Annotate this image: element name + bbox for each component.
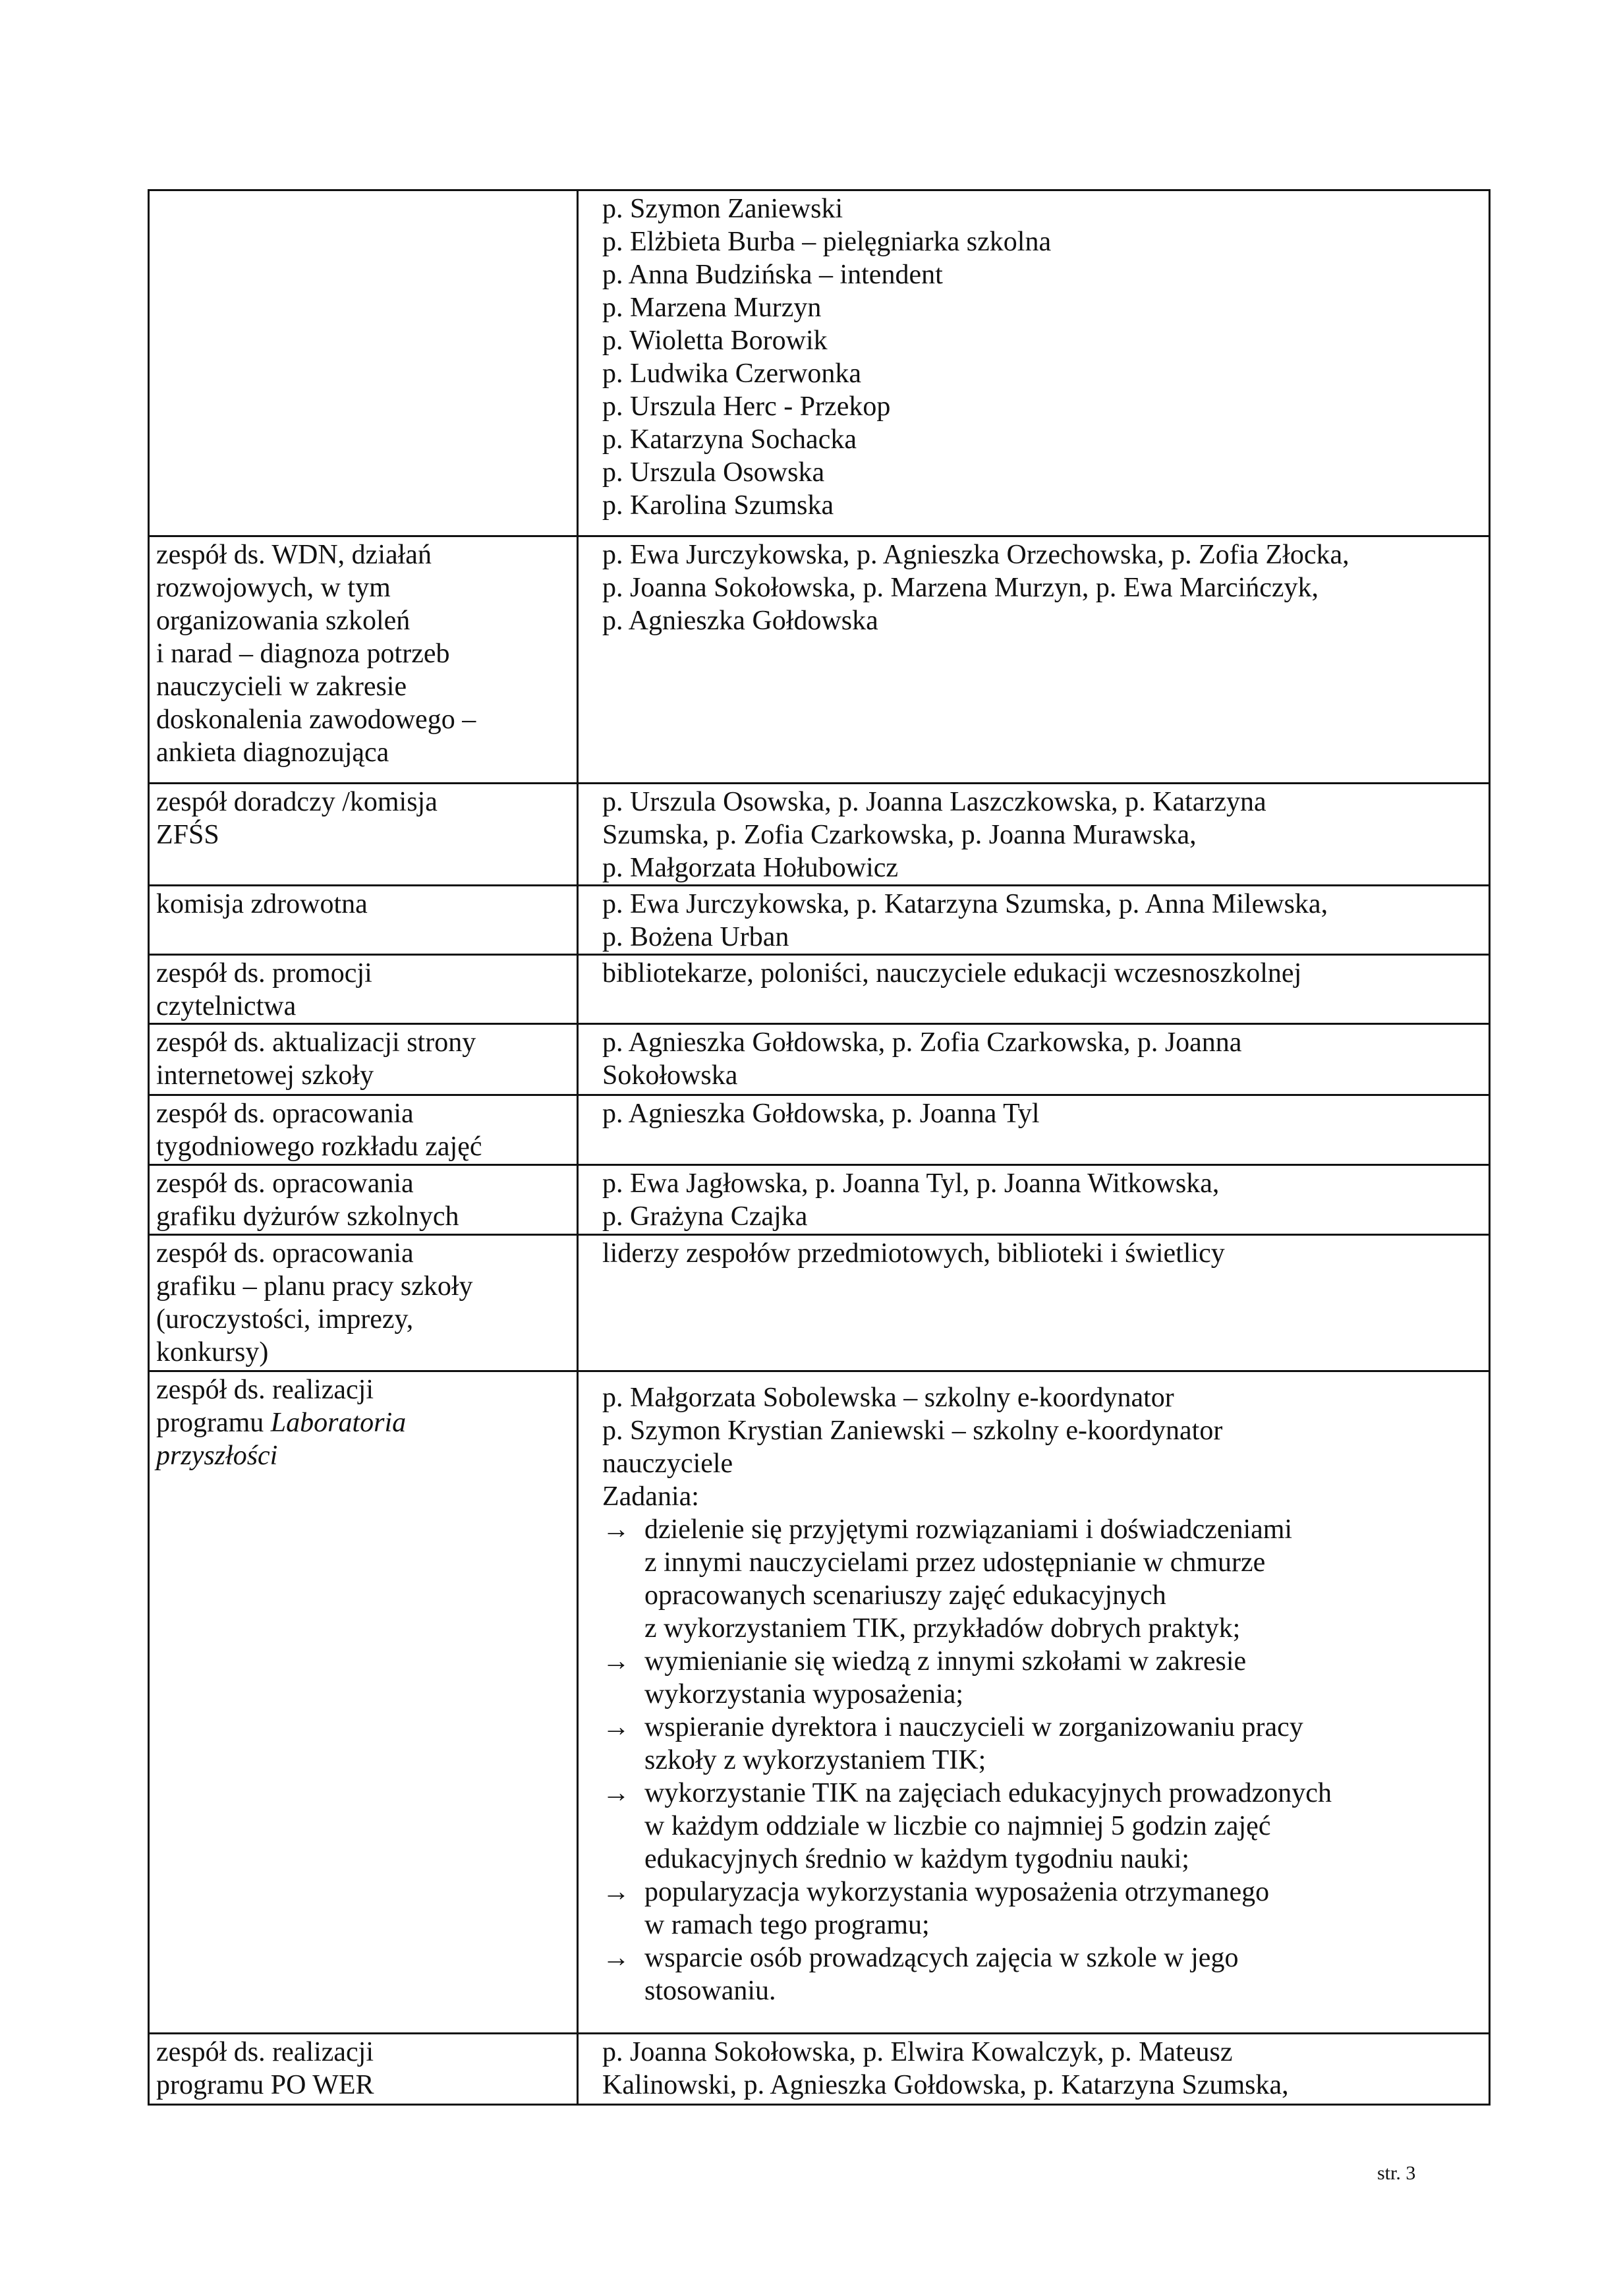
member-line: p. Joanna Sokołowska, p. Elwira Kowalczyk, p. Mateusz [602, 2037, 1233, 2067]
members-cell [578, 955, 1490, 1024]
member-line: p. Elżbieta Burba – pielęgniarka szkolna [602, 227, 1052, 257]
table-row [149, 1024, 1490, 1095]
table-row [149, 1165, 1490, 1235]
task-item [602, 1876, 1482, 1941]
member-line: p. Ewa Jurczykowska, p. Katarzyna Szumska, p. Anna Milewska, [602, 889, 1328, 919]
member-line: p. Grażyna Czajka [602, 1201, 808, 1232]
team-name-cell [149, 955, 578, 1024]
team-name-line [156, 1439, 570, 1472]
member-line: bibliotekarze, poloniści, nauczyciele edukacji wczesnoszkolnej [602, 958, 1302, 989]
table-row [149, 536, 1490, 784]
members-cell [578, 190, 1490, 536]
team-name-line [156, 1406, 570, 1439]
member-line: p. Szymon Zaniewski [602, 194, 843, 224]
tasks-list [602, 1513, 1482, 2007]
members-cell [578, 784, 1490, 886]
task-line: wykorzystania wyposażenia; [644, 1679, 964, 1709]
team-name-line: grafiku dyżurów szkolnych [156, 1201, 459, 1232]
team-name-line: zespół ds. realizacji [156, 1375, 374, 1405]
table-row [149, 1095, 1490, 1165]
tasks-label: Zadania: [602, 1481, 699, 1512]
member-line: p. Joanna Sokołowska, p. Marzena Murzyn, p. Ewa Marcińczyk, [602, 573, 1319, 603]
table-row [149, 1235, 1490, 1371]
team-name-line: doskonalenia zawodowego – [156, 704, 476, 735]
members-cell [578, 2034, 1490, 2105]
member-line: p. Urszula Osowska, p. Joanna Laszczkowska, p. Katarzyna [602, 787, 1266, 817]
team-name-line: grafiku – planu pracy szkoły [156, 1271, 473, 1302]
member-line: Kalinowski, p. Agnieszka Gołdowska, p. Katarzyna Szumska, [602, 2070, 1289, 2100]
task-item [602, 1711, 1482, 1777]
task-item [602, 1513, 1482, 1645]
member-line: p. Urszula Osowska [602, 457, 825, 488]
member-line: p. Agnieszka Gołdowska [602, 606, 878, 636]
team-name-cell [149, 536, 578, 784]
members-cell [578, 1095, 1490, 1165]
task-line: dzielenie się przyjętymi rozwiązaniami i doświadczeniami [644, 1514, 1293, 1545]
member-line: p. Wioletta Borowik [602, 326, 828, 356]
team-name-cell [149, 784, 578, 886]
task-line: z wykorzystaniem TIK, przykładów dobrych praktyk; [644, 1613, 1241, 1644]
member-line: p. Marzena Murzyn [602, 293, 822, 323]
program-name-italic: Laboratoria [270, 1408, 407, 1438]
member-line: p. Karolina Szumska [602, 490, 834, 521]
task-line: w każdym oddziale w liczbie co najmniej 5 godzin zajęć [644, 1811, 1271, 1841]
team-name-cell [149, 2034, 578, 2105]
team-name-line: ankieta diagnozująca [156, 737, 389, 768]
team-name-line: programu PO WER [156, 2070, 374, 2100]
member-line: nauczyciele [602, 1449, 733, 1479]
task-line: wsparcie osób prowadzących zajęcia w szkole w jego [644, 1943, 1239, 1973]
team-name-line: i narad – diagnoza potrzeb [156, 639, 450, 669]
team-name-cell [149, 1024, 578, 1095]
team-name-line: czytelnictwa [156, 991, 297, 1021]
member-line: p. Agnieszka Gołdowska, p. Zofia Czarkowska, p. Joanna [602, 1027, 1242, 1058]
member-line: p. Ewa Jurczykowska, p. Agnieszka Orzechowska, p. Zofia Złocka, [602, 540, 1349, 570]
team-name-cell [149, 1095, 578, 1165]
member-line: p. Urszula Herc - Przekop [602, 391, 891, 422]
task-line: w ramach tego programu; [644, 1910, 930, 1940]
member-line: p. Agnieszka Gołdowska, p. Joanna Tyl [602, 1099, 1040, 1129]
team-name-line: rozwojowych, w tym [156, 573, 391, 603]
table-row [149, 784, 1490, 886]
task-line: popularyzacja wykorzystania wyposażenia otrzymanego [644, 1877, 1270, 1907]
team-name-line: zespół ds. opracowania [156, 1238, 414, 1269]
members-cell [578, 886, 1490, 955]
table-row-po-wer [149, 2034, 1490, 2105]
member-line: liderzy zespołów przedmiotowych, biblioteki i świetlicy [602, 1238, 1225, 1269]
team-name-line: zespół ds. realizacji [156, 2037, 374, 2067]
team-name-text: programu [156, 1408, 271, 1438]
team-name-line: konkursy) [156, 1337, 269, 1367]
members-cell [578, 1024, 1490, 1095]
team-name-line: organizowania szkoleń [156, 606, 411, 636]
task-line: wspieranie dyrektora i nauczycieli w zorganizowaniu pracy [644, 1712, 1303, 1742]
right-arrow-icon: → [602, 1514, 630, 1545]
table-row-laboratoria [149, 1371, 1490, 2034]
task-line: wykorzystanie TIK na zajęciach edukacyjnych prowadzonych [644, 1778, 1332, 1808]
team-name-line: zespół ds. aktualizacji strony [156, 1027, 476, 1058]
members-cell [578, 1235, 1490, 1371]
members-cell [578, 536, 1490, 784]
member-line: p. Anna Budzińska – intendent [602, 260, 943, 290]
member-line: Szumska, p. Zofia Czarkowska, p. Joanna Murawska, [602, 820, 1197, 850]
member-line: p. Szymon Krystian Zaniewski – szkolny e-koordynator [602, 1416, 1223, 1446]
member-line: p. Małgorzata Sobolewska – szkolny e-koordynator [602, 1383, 1174, 1413]
table-row [149, 190, 1490, 536]
team-name-line: zespół ds. promocji [156, 958, 372, 989]
team-name-line: zespół ds. opracowania [156, 1099, 414, 1129]
team-name-line: (uroczystości, imprezy, [156, 1304, 414, 1335]
table-row [149, 886, 1490, 955]
member-line: p. Ewa Jagłowska, p. Joanna Tyl, p. Joanna Witkowska, [602, 1168, 1220, 1199]
right-arrow-icon: → [602, 1778, 630, 1808]
task-item [602, 1777, 1482, 1876]
task-line: wymienianie się wiedzą z innymi szkołami w zakresie [644, 1646, 1247, 1677]
task-line: szkoły z wykorzystaniem TIK; [644, 1745, 986, 1775]
team-name-cell [149, 190, 578, 536]
right-arrow-icon: → [602, 1877, 630, 1907]
right-arrow-icon: → [602, 1646, 630, 1677]
member-line: p. Ludwika Czerwonka [602, 359, 862, 389]
teams-table [148, 189, 1491, 2106]
program-name-italic: przyszłości [156, 1441, 278, 1471]
team-name-line: internetowej szkoły [156, 1060, 374, 1091]
task-line: opracowanych scenariuszy zajęć edukacyjnych [644, 1580, 1166, 1611]
task-line: edukacyjnych średnio w każdym tygodniu nauki; [644, 1844, 1189, 1874]
team-name-line: nauczycieli w zakresie [156, 672, 407, 702]
page-number: str. 3 [1377, 2162, 1416, 2184]
task-item [602, 1645, 1482, 1711]
task-line: z innymi nauczycielami przez udostępnianie w chmurze [644, 1547, 1266, 1578]
team-name-cell [149, 1235, 578, 1371]
member-line: Sokołowska [602, 1060, 738, 1091]
team-name-cell [149, 1371, 578, 2034]
member-line: p. Katarzyna Sochacka [602, 424, 857, 455]
members-cell [578, 1371, 1490, 2034]
team-name-cell [149, 886, 578, 955]
team-name-line: zespół ds. opracowania [156, 1168, 414, 1199]
team-name-line: zespół doradczy /komisja [156, 787, 438, 817]
member-line: p. Małgorzata Hołubowicz [602, 853, 899, 883]
right-arrow-icon: → [602, 1943, 630, 1973]
table-row [149, 955, 1490, 1024]
team-name-line: ZFŚS [156, 820, 219, 850]
members-cell [578, 1165, 1490, 1235]
team-name-line: tygodniowego rozkładu zajęć [156, 1132, 482, 1162]
member-line: p. Bożena Urban [602, 922, 789, 952]
team-name-line: komisja zdrowotna [156, 889, 368, 919]
team-name-cell [149, 1165, 578, 1235]
task-item [602, 1941, 1482, 2007]
team-name-line: zespół ds. WDN, działań [156, 540, 432, 570]
task-line: stosowaniu. [644, 1976, 776, 2006]
right-arrow-icon: → [602, 1712, 630, 1742]
teams-table-body [149, 190, 1490, 2105]
